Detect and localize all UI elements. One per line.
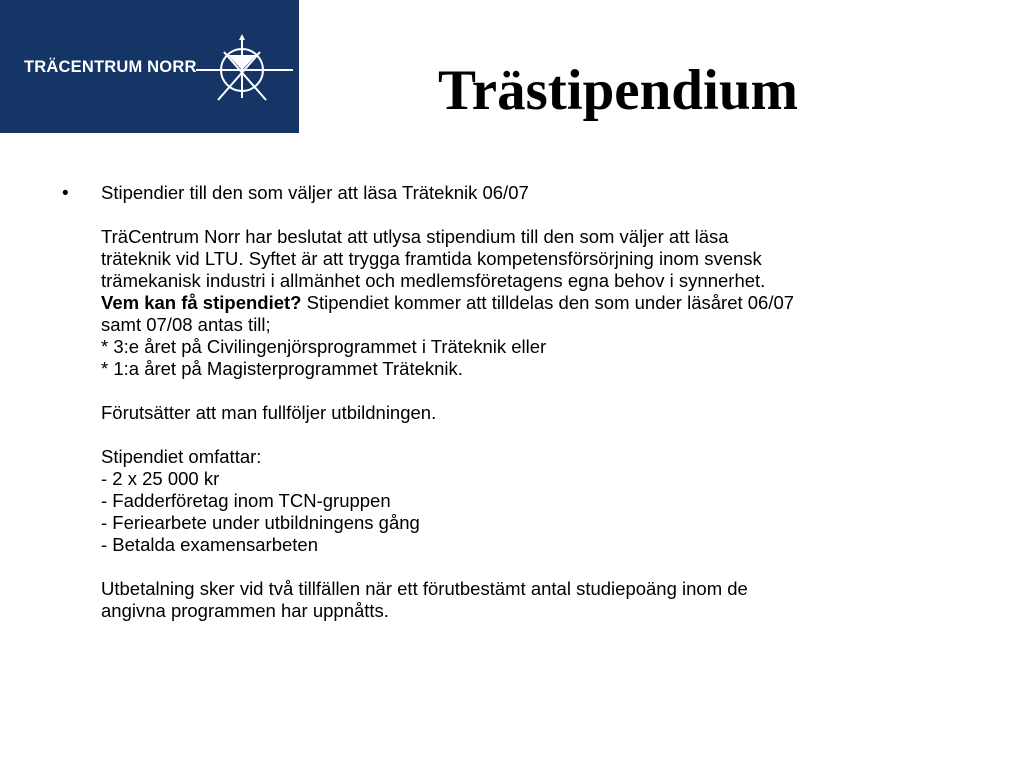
includes-item: - Betalda examensarbeten [101,534,318,555]
bullet-marker: • [62,183,69,204]
slide-body [101,182,981,622]
question-text: Stipendiet kommer att tilldelas den som under läsåret 06/07 [301,292,795,313]
intro-line: trämekanisk industri i allmänhet och medlemsföretagens egna behov i synnerhet. [101,270,766,291]
includes-item: - 2 x 25 000 kr [101,468,220,489]
logo-text: TRÄCENTRUM NORR [24,58,197,76]
requirement-text: Förutsätter att man fullföljer utbildningen. [101,402,437,423]
logo-banner [0,0,299,133]
question-line [101,292,981,314]
compass-triangle-logo-icon [196,30,296,106]
includes-item: - Fadderföretag inom TCN-gruppen [101,490,391,511]
slide-title: Trästipendium [438,59,799,122]
bullet-heading: Stipendier till den som väljer att läsa Träteknik 06/07 [101,182,529,203]
question-text-cont: samt 07/08 antas till; [101,314,271,335]
includes-item: - Feriearbete under utbildningens gång [101,512,420,533]
payment-line: Utbetalning sker vid två tillfällen när ett förutbestämt antal studiepoäng inom de [101,578,748,599]
payment-line: angivna programmen har uppnåtts. [101,600,389,621]
question-label: Vem kan få stipendiet? [101,292,302,313]
includes-title: Stipendiet omfattar: [101,446,262,467]
eligibility-item: * 3:e året på Civilingenjörsprogrammet i Träteknik eller [101,336,547,357]
intro-line: träteknik vid LTU. Syftet är att trygga framtida kompetensförsörjning inom svensk [101,248,762,269]
eligibility-item: * 1:a året på Magisterprogrammet Träteknik. [101,358,463,379]
intro-line: TräCentrum Norr har beslutat att utlysa stipendium till den som väljer att läsa [101,226,729,247]
